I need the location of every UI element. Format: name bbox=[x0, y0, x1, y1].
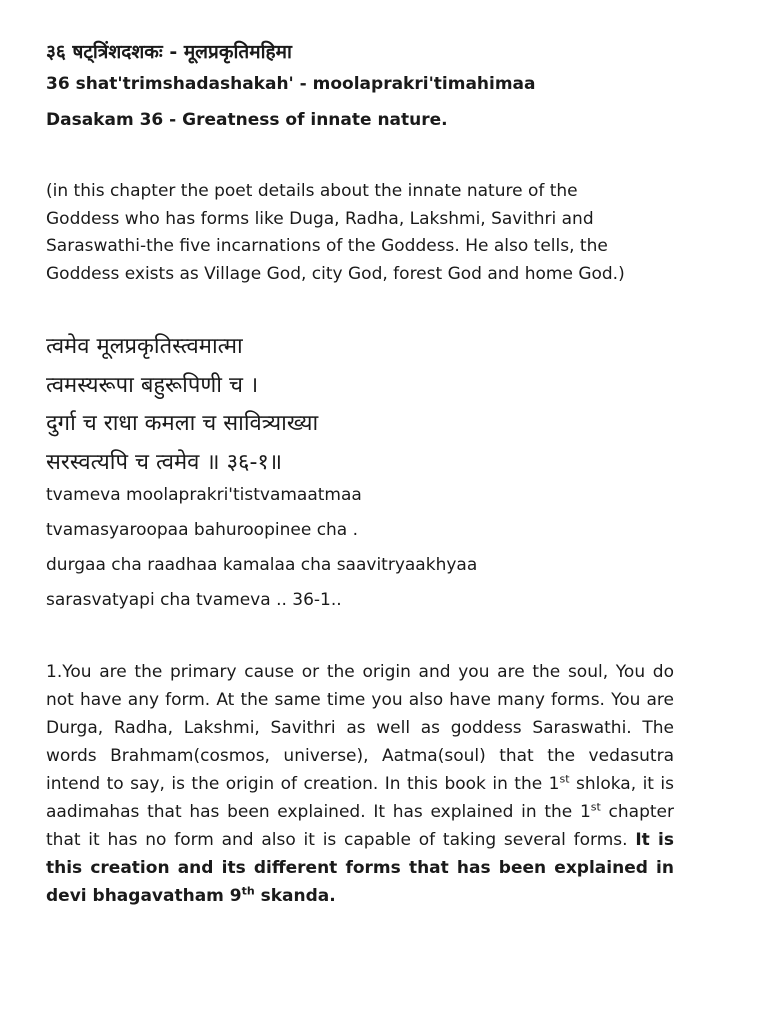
meaning-text: shloka, it is aadimahas that has been explained. It has explained in the 1 bbox=[46, 774, 674, 822]
verse-line-devanagari: त्वमेव मूलप्रकृतिस्त्वमात्मा bbox=[46, 334, 243, 359]
title-english: Dasakam 36 - Greatness of innate nature. bbox=[46, 110, 448, 130]
meaning-text: 1.You are the primary cause or the origin and you are the soul, You do not have any form. At the same time you also have many forms. You are Durga, Radha, Lakshmi, Savithri as well as goddess Saraswathi. The words Brahmam(cosmos, universe), Aatma(soul) that the vedasutra intend to say, is the origin of creation. In this book in the 1 bbox=[46, 662, 674, 794]
intro-line: Goddess exists as Village God, city God, forest God and home God.) bbox=[46, 264, 625, 285]
meaning-bold-text: It is this creation and its different forms that has been explained in devi bhagavatham 9 bbox=[46, 830, 674, 906]
verse-line-devanagari: दुर्गा च राधा कमला च सावित्र्याख्या bbox=[46, 411, 319, 436]
verse-line-transliteration: tvameva moolaprakri'tistvamaatmaa bbox=[46, 485, 362, 505]
ordinal-suffix: th bbox=[241, 884, 255, 898]
title-transliteration: 36 shat'trimshadashakah' - moolaprakri'timahimaa bbox=[46, 74, 536, 94]
verse-line-devanagari: त्वमस्यरूपा बहुरूपिणी च । bbox=[46, 373, 259, 398]
verse-line-transliteration: tvamasyaroopaa bahuroopinee cha . bbox=[46, 520, 359, 540]
verse-line-devanagari: सरस्वत्यपि च त्वमेव ॥ ३६-१॥ bbox=[46, 450, 283, 475]
verse-line-transliteration: sarasvatyapi cha tvameva .. 36-1.. bbox=[46, 590, 342, 610]
title-devanagari: ३६ षट्त्रिंशदशकः - मूलप्रकृतिमहिमा bbox=[46, 41, 292, 63]
intro-line: Saraswathi-the five incarnations of the Goddess. He also tells, the bbox=[46, 236, 608, 257]
ordinal-suffix: st bbox=[559, 772, 570, 786]
intro-line: Goddess who has forms like Duga, Radha, Lakshmi, Savithri and bbox=[46, 208, 594, 229]
verse-meaning-paragraph bbox=[46, 658, 674, 910]
verse-line-transliteration: durgaa cha raadhaa kamalaa cha saavitryaakhyaa bbox=[46, 555, 478, 575]
meaning-text: chapter that it has no form and also it is capable of taking several forms. bbox=[46, 802, 674, 850]
intro-line: (in this chapter the poet details about the innate nature of the bbox=[46, 181, 578, 201]
chapter-intro bbox=[46, 178, 625, 289]
ordinal-suffix: st bbox=[590, 800, 601, 814]
meaning-bold-text: skanda. bbox=[254, 886, 336, 906]
